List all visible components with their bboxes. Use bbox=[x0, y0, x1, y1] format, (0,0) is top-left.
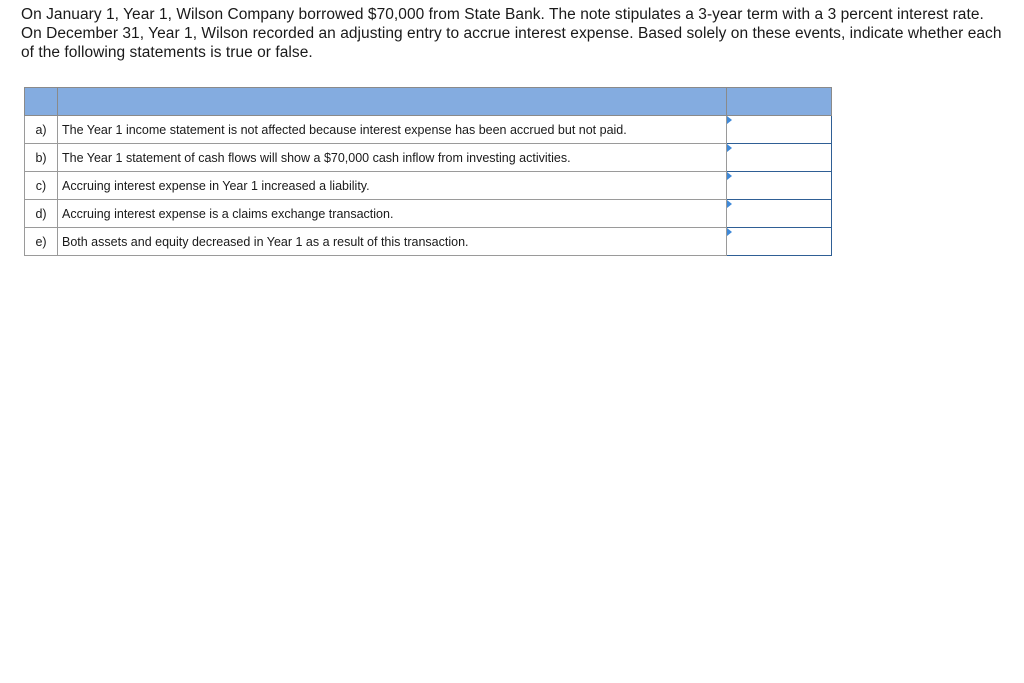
row-statement: The Year 1 income statement is not affected because interest expense has been accrued but not paid. bbox=[58, 116, 727, 144]
answer-dropdown-c[interactable] bbox=[727, 172, 832, 200]
answer-value[interactable] bbox=[727, 116, 831, 143]
table-row bbox=[25, 172, 832, 200]
row-label: d) bbox=[25, 200, 58, 228]
table-header-row bbox=[25, 88, 832, 116]
header-statement-cell bbox=[58, 88, 727, 116]
row-statement: Accruing interest expense in Year 1 increased a liability. bbox=[58, 172, 727, 200]
answer-dropdown-e[interactable] bbox=[727, 228, 832, 256]
header-answer-cell bbox=[727, 88, 832, 116]
row-label: e) bbox=[25, 228, 58, 256]
row-statement: Accruing interest expense is a claims exchange transaction. bbox=[58, 200, 727, 228]
true-false-table bbox=[24, 87, 832, 256]
answer-dropdown-d[interactable] bbox=[727, 200, 832, 228]
answer-dropdown-b[interactable] bbox=[727, 144, 832, 172]
row-label: c) bbox=[25, 172, 58, 200]
row-label: a) bbox=[25, 116, 58, 144]
header-label-cell bbox=[25, 88, 58, 116]
answer-value[interactable] bbox=[727, 144, 831, 171]
table-row bbox=[25, 200, 832, 228]
answer-value[interactable] bbox=[727, 228, 831, 255]
table-row bbox=[25, 144, 832, 172]
answer-dropdown-a[interactable] bbox=[727, 116, 832, 144]
question-text: On January 1, Year 1, Wilson Company borrowed $70,000 from State Bank. The note stipulates a 3-year term with a 3 percent interest rate. On December 31, Year 1, Wilson recorded an adjusting entry to accrue interest expense. Based solely on these events, indicate whether each of the following statements is true or false. bbox=[21, 6, 1002, 61]
row-statement: The Year 1 statement of cash flows will show a $70,000 cash inflow from investing activities. bbox=[58, 144, 727, 172]
row-statement: Both assets and equity decreased in Year 1 as a result of this transaction. bbox=[58, 228, 727, 256]
table-row bbox=[25, 228, 832, 256]
answer-value[interactable] bbox=[727, 172, 831, 199]
row-label: b) bbox=[25, 144, 58, 172]
table-row bbox=[25, 116, 832, 144]
answer-value[interactable] bbox=[727, 200, 831, 227]
